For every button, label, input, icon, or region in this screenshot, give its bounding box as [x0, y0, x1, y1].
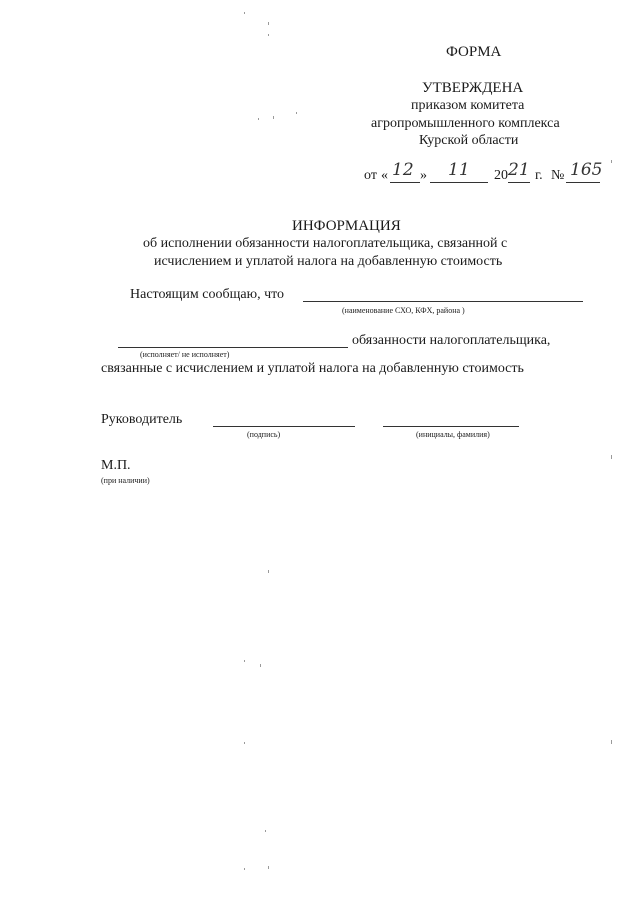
- document-title: ИНФОРМАЦИЯ: [292, 218, 401, 234]
- obligation-text: обязанности налогоплательщика,: [352, 333, 551, 348]
- approved-label: УТВЕРЖДЕНА: [422, 80, 524, 96]
- approval-line-3: Курской области: [419, 133, 519, 148]
- year-abbr: г.: [535, 168, 543, 183]
- signature-caption: (подпись): [247, 430, 281, 439]
- stamp-label: М.П.: [101, 458, 131, 473]
- organization-caption: (наименование СХО, КФХ, района ): [342, 306, 465, 315]
- order-month: 11: [448, 160, 470, 180]
- number-sign: №: [551, 168, 565, 183]
- approval-line-2: агропромышленного комплекса: [371, 116, 560, 131]
- name-line: [383, 426, 519, 427]
- quote-close: »: [420, 168, 427, 183]
- quote-open: «: [381, 168, 388, 183]
- document-subtitle-2: исчислением и уплатой налога на добавленную стоимость: [154, 254, 503, 269]
- approval-line-1: приказом комитета: [411, 98, 525, 113]
- form-label: ФОРМА: [446, 44, 502, 60]
- order-year: 21: [508, 160, 530, 180]
- fulfillment-line: [118, 347, 348, 348]
- year-prefix: 20: [494, 168, 508, 183]
- name-caption: (инициалы, фамилия): [416, 430, 490, 439]
- organization-name-line: [303, 301, 583, 302]
- order-day: 12: [392, 160, 414, 180]
- report-text: Настоящим сообщаю, что: [130, 287, 285, 302]
- order-from-label: от: [364, 168, 377, 183]
- order-number: 165: [570, 160, 603, 180]
- head-label: Руководитель: [101, 412, 183, 427]
- obligation-text-2: связанные с исчислением и уплатой налога на добавленную стоимость: [101, 361, 524, 376]
- signature-line: [213, 426, 355, 427]
- stamp-caption: (при наличии): [101, 476, 150, 485]
- fulfillment-caption: (исполняет/ не исполняет): [140, 350, 230, 359]
- document-subtitle-1: об исполнении обязанности налогоплательщика, связанной с: [143, 236, 508, 251]
